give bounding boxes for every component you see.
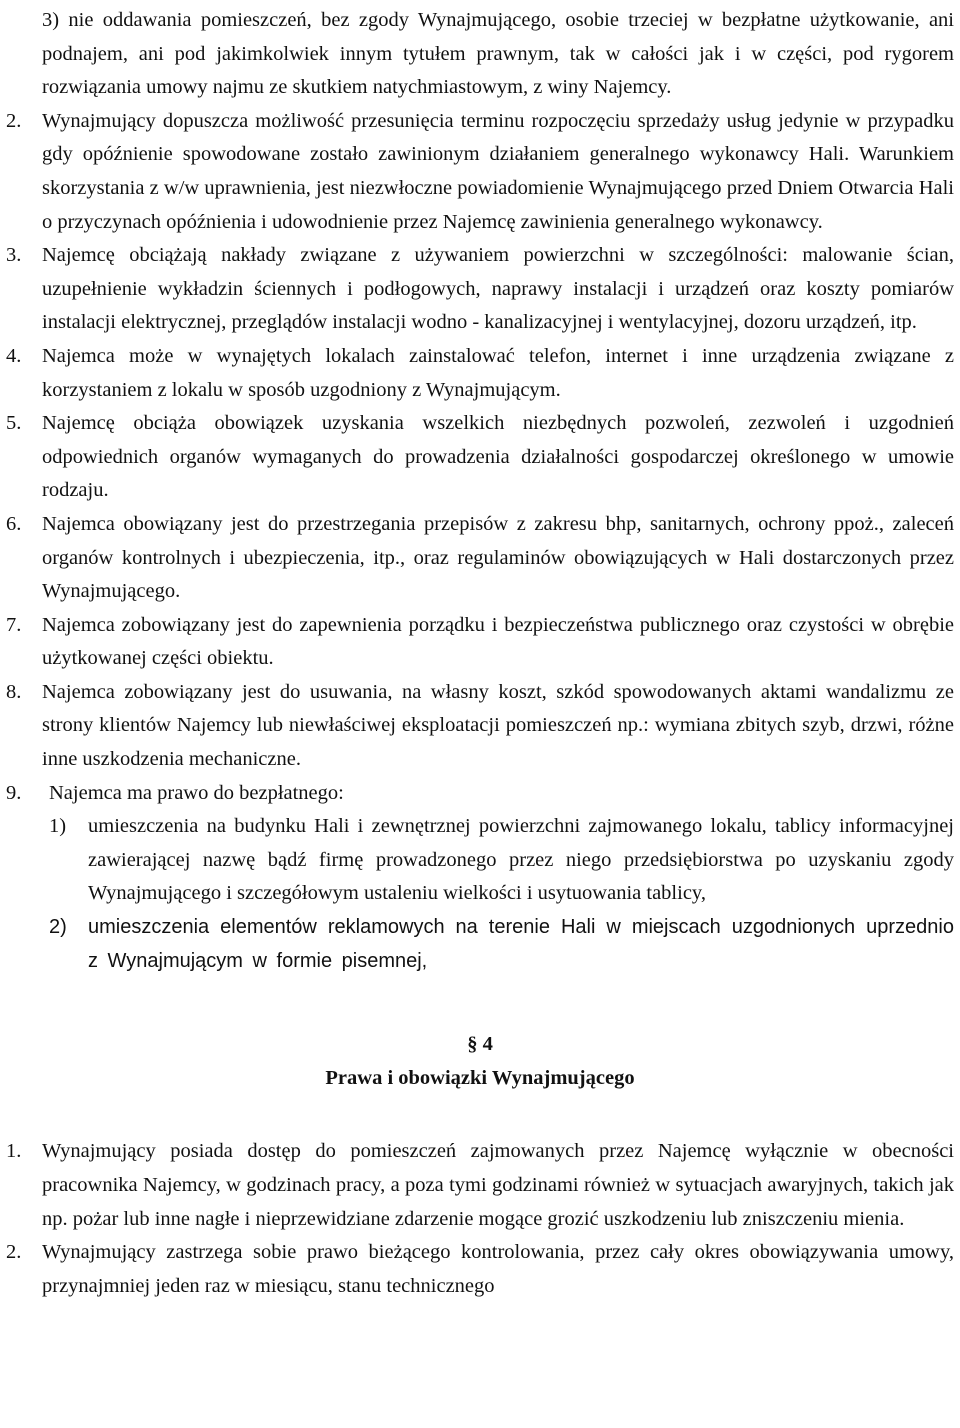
section3-item-3	[6, 239, 954, 340]
subitem-number: 2)	[49, 916, 67, 939]
item-text: Najemcę obciążają nakłady związane z używaniem powierzchni w szczególności: malowanie ścian, uzupełnienie wykładzin ściennych i podłogowych, naprawy instalacji i urządzeń oraz koszty pomiarów instalacji elektrycznej, przeglądów instalacji wodno - kanalizacyjnej i wentylacyjnej, dozoru urządzeń, itp.	[42, 244, 954, 334]
item-text: Najemca obowiązany jest do przestrzegania przepisów z zakresu bhp, sanitarnych, ochrony ppoż., zaleceń organów kontrolnych i ubezpieczenia, itp., oraz regulaminów obowiązujących w Hali dostarczonych przez Wynajmującego.	[42, 512, 954, 603]
item-text: Wynajmujący posiada dostęp do pomieszczeń zajmowanych przez Najemcę wyłącznie w obecności pracownika Najemcy, w godzinach pracy, a poza tymi godzinami również w sytuacjach awaryjnych, takich jak np. pożar lub inne nagłe i nieprzewidziane zdarzenie mogące grozić uszkodzeniu lub zniszczeniu mienia.	[42, 1140, 954, 1230]
item-text: Najemca ma prawo do bezpłatnego:	[49, 781, 344, 804]
item-text: Najemca może w wynajętych lokalach zainstalować telefon, internet i inne urządzenia związane z korzystaniem z lokalu w sposób uzgodniony z Wynajmującym.	[42, 344, 954, 401]
item-number: 2.	[6, 109, 22, 132]
item-number: 6.	[6, 512, 22, 535]
section-mark: § 4	[467, 1033, 493, 1056]
section3-item-2	[6, 105, 954, 239]
item-number: 2.	[6, 1241, 22, 1264]
item-text: Najemca zobowiązany jest do zapewnienia porządku i bezpieczeństwa publicznego oraz czystości w obrębie użytkowanej części obiektu.	[42, 613, 954, 670]
section3-item-5	[6, 407, 954, 508]
item9-subitem-1	[6, 810, 954, 911]
item-text: Najemca zobowiązany jest do usuwania, na własny koszt, szkód spowodowanych aktami wandalizmu ze strony klientów Najemcy lub niewłaściwej eksploatacji pomieszczeń np.: wymiana zbitych szyb, drzwi, różne inne uszkodzenia mechaniczne.	[42, 680, 954, 771]
item-number: 5.	[6, 412, 22, 435]
subitem-number: 1)	[49, 815, 67, 838]
item-number: 3.	[6, 244, 22, 267]
item-text: Najemcę obciąża obowiązek uzyskania wszelkich niezbędnych pozwoleń, zezwoleń i uzgodnień odpowiednich organów wymaganych do prowadzenia działalności gospodarczej określonego w umowie rodzaju.	[42, 412, 954, 502]
item-number: 8.	[6, 680, 22, 703]
section3-item-4	[6, 340, 954, 407]
item9-subitem-2	[6, 911, 954, 978]
section3-item-6	[6, 508, 954, 609]
subitem-text: umieszczenia na budynku Hali i zewnętrznej powierzchni zajmowanego lokalu, tablicy informacyjnej zawierającej nazwę bądź firmę prowadzonego przez niego przedsiębiorstwa po uzyskaniu zgody Wynajmującego i szczegółowym ustaleniu wielkości i usytuowania tablicy,	[88, 815, 954, 905]
section3-item-3-3	[6, 4, 954, 105]
item-number: 9.	[6, 781, 22, 804]
section4-item-1	[6, 1135, 954, 1236]
section4-item-2	[6, 1236, 954, 1303]
section3-item-9	[6, 777, 954, 811]
subitem-text: umieszczenia elementów reklamowych na terenie Hali w miejscach uzgodnionych uprzednio z Wynajmującym w formie pisemnej,	[88, 916, 954, 972]
section3-item-8	[6, 676, 954, 777]
item-number: 4.	[6, 344, 22, 367]
item-number: 1.	[6, 1140, 22, 1163]
item-text: 3) nie oddawania pomieszczeń, bez zgody Wynajmującego, osobie trzeciej w bezpłatne użytkowanie, ani podnajem, ani pod jakimkolwiek innym tytułem prawnym, tak w całości jak i w części, pod rygorem rozwiązania umowy najmu ze skutkiem natychmiastowym, z winy Najemcy.	[42, 9, 954, 99]
item-number: 7.	[6, 613, 22, 636]
item-text: Wynajmujący zastrzega sobie prawo bieżącego kontrolowania, przez cały okres obowiązywania umowy, przynajmniej jeden raz w miesiącu, stanu technicznego	[42, 1241, 954, 1297]
section-gap	[6, 978, 954, 1022]
item-text: Wynajmujący dopuszcza możliwość przesunięcia terminu rozpoczęciu sprzedaży usług jedynie w przypadku gdy opóźnienie spowodowane zostało zawinionym działaniem generalnego wykonawcy Hali. Warunkiem skorzystania z w/w uprawnienia, jest niezwłoczne powiadomienie Wynajmującego przed Dniem Otwarcia Hali o przyczynach opóźnienia i udowodnienie przez Najemcę zawinienia generalnego wykonawcy.	[42, 109, 954, 233]
section-title: Prawa i obowiązki Wynajmującego	[325, 1066, 635, 1089]
section3-item-7	[6, 609, 954, 676]
